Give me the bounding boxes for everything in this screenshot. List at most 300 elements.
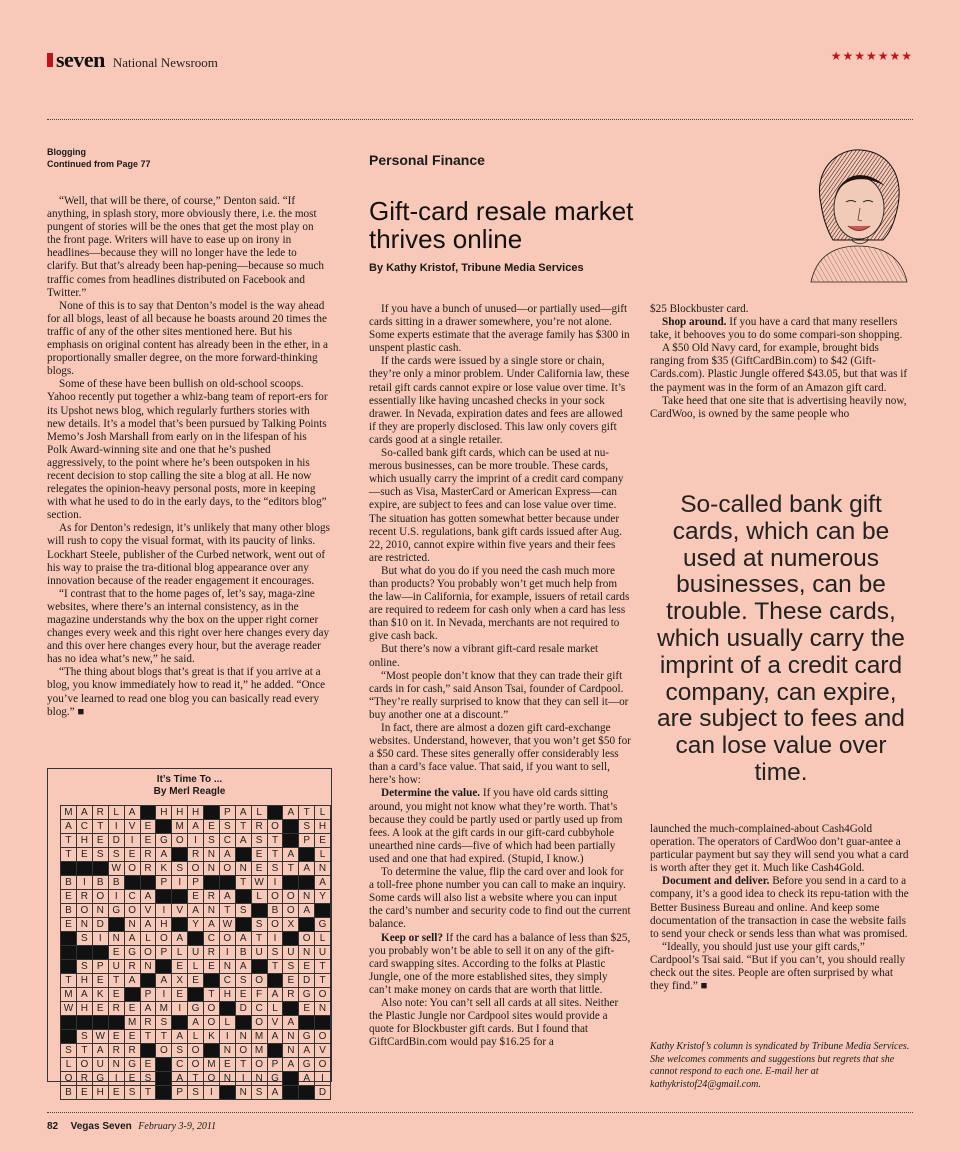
crossword-cell: N: [203, 904, 219, 918]
crossword-cell: H: [172, 806, 188, 820]
crossword-black-square: [203, 806, 219, 820]
crossword-cell: E: [76, 1086, 92, 1100]
paragraph-lead: Determine the value.: [381, 787, 481, 800]
crossword-cell: H: [156, 918, 172, 932]
crossword-cell: E: [108, 988, 124, 1002]
crossword-cell: G: [267, 1072, 283, 1086]
crossword-cell: S: [299, 820, 315, 834]
article-column-2-top: [650, 303, 912, 421]
crossword-cell: I: [172, 1002, 188, 1016]
crossword-black-square: [61, 1030, 77, 1044]
paragraph-text: If the card has a balance of less than $25, you probably won’t be able to sell it on any of the gift-card swapping sites. According to the folks at Plastic Jungle, one of the more established sites, they simply can’t make money on cards that are worth that little.: [369, 931, 631, 996]
crossword-cell: E: [124, 1002, 140, 1016]
crossword-cell: N: [235, 1086, 251, 1100]
crossword-cell: E: [92, 1002, 108, 1016]
crossword-cell: A: [267, 988, 283, 1002]
crossword-cell: E: [61, 918, 77, 932]
crossword-cell: T: [315, 960, 331, 974]
crossword-cell: P: [219, 806, 235, 820]
crossword-cell: N: [108, 932, 124, 946]
crossword-cell: U: [108, 960, 124, 974]
crossword-cell: V: [140, 904, 156, 918]
crossword-cell: A: [299, 1044, 315, 1058]
crossword-black-square: [299, 848, 315, 862]
crossword-black-square: [203, 876, 219, 890]
crossword-black-square: [172, 1016, 188, 1030]
crossword-black-square: [299, 918, 315, 932]
crossword-black-square: [235, 848, 251, 862]
crossword-black-square: [92, 1016, 108, 1030]
paragraph: Some of these have been bullish on old-school scoops. Yahoo recently put together a whiz-bang team of report-ers for its Upshot news blog, which regularly furthers stories with new details. It’s a model that’s been pursued by Talking Points Memo’s Josh Marshall from early on in the lifespan of his Polk Award-winning site and one that he’s pushed aggressively, to the point where he’s been outspoken in his recent decision to stop calling the site a blog at all. He now relegates the opinion-heavy personal posts, more in keeping with what he used to do in the early days, to the “editors blog” section.: [47, 378, 328, 522]
crossword-cell: T: [283, 862, 299, 876]
crossword-black-square: [140, 806, 156, 820]
crossword-cell: K: [92, 988, 108, 1002]
crossword-cell: O: [140, 946, 156, 960]
crossword-cell: O: [92, 890, 108, 904]
paragraph: [369, 670, 631, 722]
crossword-cell: W: [108, 862, 124, 876]
crossword-black-square: [156, 960, 172, 974]
publication-name: Vegas Seven: [70, 1121, 132, 1132]
crossword-cell: I: [235, 1072, 251, 1086]
crossword-cell: R: [76, 890, 92, 904]
crossword-cell: E: [140, 834, 156, 848]
crossword-cell: L: [251, 806, 267, 820]
crossword-cell: B: [61, 1086, 77, 1100]
crossword-cell: L: [188, 960, 204, 974]
crossword-cell: T: [61, 848, 77, 862]
crossword-cell: R: [251, 820, 267, 834]
crossword-cell: S: [108, 848, 124, 862]
crossword-cell: O: [251, 1016, 267, 1030]
crossword-cell: C: [219, 834, 235, 848]
paragraph: “I contrast that to the home pages of, let’s say, maga-zine websites, where there’s an internal consistency, as in the magazine understands why the box on the upper right corner changes every week and this right over here changes every day and this over here changes every hour, but the average reader has no idea what’s new,” he said.: [47, 587, 330, 666]
crossword-black-square: [188, 932, 204, 946]
crossword-row: [61, 1058, 331, 1072]
crossword-row: [61, 876, 331, 890]
masthead: [47, 47, 218, 73]
crossword-cell: R: [92, 806, 108, 820]
crossword-cell: I: [267, 876, 283, 890]
crossword-cell: L: [172, 946, 188, 960]
crossword-black-square: [140, 876, 156, 890]
crossword-cell: O: [188, 862, 204, 876]
crossword-cell: A: [235, 806, 251, 820]
crossword-cell: T: [203, 988, 219, 1002]
rating-stars-icon: ★★★★★★★: [830, 49, 913, 63]
crossword-cell: A: [267, 1030, 283, 1044]
crossword-cell: N: [219, 1044, 235, 1058]
crossword-black-square: [76, 1016, 92, 1030]
crossword-cell: G: [315, 918, 331, 932]
crossword-cell: M: [251, 1044, 267, 1058]
crossword-cell: S: [76, 960, 92, 974]
crossword-cell: S: [61, 1044, 77, 1058]
crossword-cell: I: [172, 876, 188, 890]
crossword-black-square: [267, 806, 283, 820]
crossword-puzzle: [47, 768, 332, 1098]
crossword-cell: R: [283, 988, 299, 1002]
crossword-cell: O: [315, 988, 331, 1002]
crossword-cell: P: [92, 960, 108, 974]
crossword-cell: N: [140, 960, 156, 974]
crossword-cell: L: [219, 1016, 235, 1030]
paragraph: [650, 342, 912, 394]
logo-mark: [47, 53, 53, 67]
headline-line: thrives online: [369, 224, 523, 254]
crossword-cell: E: [92, 834, 108, 848]
crossword-cell: D: [315, 1086, 331, 1100]
paragraph: [369, 997, 631, 1049]
footer: [47, 1121, 216, 1132]
crossword-cell: T: [76, 1044, 92, 1058]
crossword-cell: A: [140, 890, 156, 904]
paragraph-text: But what do you do if you need the cash much more than products? You probably won’t get much help from the law—in California, for example, issuers of retail cards are required to redeem for cash only when a card has less than $10 on it. In Nevada, merchants are not required to give cash back.: [369, 564, 630, 643]
crossword-cell: S: [251, 1086, 267, 1100]
crossword-cell: D: [92, 918, 108, 932]
crossword-cell: V: [315, 1044, 331, 1058]
paragraph: [650, 303, 912, 316]
crossword-cell: A: [172, 932, 188, 946]
category-label: Blogging: [47, 147, 86, 157]
crossword-cell: S: [203, 834, 219, 848]
crossword-row: [61, 946, 331, 960]
crossword-cell: O: [61, 1072, 77, 1086]
crossword-cell: L: [108, 806, 124, 820]
crossword-cell: A: [235, 960, 251, 974]
crossword-cell: T: [140, 1030, 156, 1044]
crossword-cell: E: [219, 1058, 235, 1072]
crossword-cell: A: [235, 834, 251, 848]
paragraph-text: launched the much-complained-about Cash4Gold operation. The operators of CardWoo don’t guar-antee a particular payment but say they will send you what a card is worth after they get it. Much like Cash4Gold.: [650, 823, 909, 875]
crossword-cell: G: [299, 1058, 315, 1072]
crossword-cell: P: [188, 876, 204, 890]
crossword-cell: O: [219, 862, 235, 876]
crossword-cell: T: [235, 876, 251, 890]
crossword-cell: S: [76, 1030, 92, 1044]
crossword-black-square: [124, 988, 140, 1002]
crossword-cell: E: [299, 960, 315, 974]
crossword-black-square: [251, 960, 267, 974]
crossword-cell: N: [251, 1072, 267, 1086]
crossword-cell: C: [172, 1058, 188, 1072]
crossword-cell: A: [203, 918, 219, 932]
crossword-cell: G: [299, 988, 315, 1002]
crossword-cell: R: [108, 1044, 124, 1058]
crossword-cell: S: [140, 1072, 156, 1086]
crossword-cell: S: [267, 946, 283, 960]
crossword-cell: R: [188, 848, 204, 862]
crossword-cell: S: [124, 1086, 140, 1100]
crossword-black-square: [140, 1044, 156, 1058]
blogging-article-body: [47, 195, 330, 719]
crossword-row: [61, 820, 331, 834]
crossword-black-square: [172, 890, 188, 904]
crossword-cell: R: [108, 1002, 124, 1016]
paragraph-lead: Shop around.: [662, 316, 727, 329]
crossword-cell: A: [124, 974, 140, 988]
crossword-black-square: [124, 876, 140, 890]
crossword-black-square: [203, 974, 219, 988]
crossword-black-square: [188, 988, 204, 1002]
crossword-cell: E: [108, 946, 124, 960]
crossword-row: [61, 1002, 331, 1016]
crossword-cell: E: [315, 834, 331, 848]
crossword-cell: E: [251, 862, 267, 876]
crossword-cell: T: [140, 1086, 156, 1100]
crossword-cell: M: [61, 806, 77, 820]
crossword-cell: O: [203, 1072, 219, 1086]
crossword-cell: N: [283, 1030, 299, 1044]
paragraph: [369, 932, 631, 997]
crossword-cell: B: [92, 876, 108, 890]
crossword-cell: O: [124, 862, 140, 876]
crossword-cell: E: [124, 848, 140, 862]
crossword-cell: B: [267, 904, 283, 918]
crossword-black-square: [283, 876, 299, 890]
crossword-cell: M: [203, 1058, 219, 1072]
crossword-black-square: [92, 946, 108, 960]
paragraph: [369, 866, 631, 931]
crossword-cell: S: [283, 960, 299, 974]
paragraph-text: $25 Blockbuster card.: [650, 303, 749, 315]
crossword-black-square: [251, 904, 267, 918]
logo: seven: [56, 47, 105, 72]
crossword-cell: T: [267, 960, 283, 974]
crossword-black-square: [156, 820, 172, 834]
crossword-black-square: [219, 876, 235, 890]
author-portrait: [803, 142, 913, 284]
crossword-cell: N: [315, 862, 331, 876]
crossword-cell: W: [251, 876, 267, 890]
paragraph: [369, 722, 631, 787]
crossword-black-square: [299, 1086, 315, 1100]
crossword-cell: I: [108, 890, 124, 904]
crossword-cell: T: [267, 848, 283, 862]
crossword-cell: A: [283, 1016, 299, 1030]
crossword-cell: A: [156, 974, 172, 988]
crossword-cell: E: [235, 988, 251, 1002]
crossword-cell: O: [235, 1044, 251, 1058]
crossword-cell: E: [124, 1072, 140, 1086]
crossword-cell: E: [108, 1086, 124, 1100]
crossword-black-square: [172, 848, 188, 862]
crossword-cell: L: [267, 1002, 283, 1016]
crossword-cell: O: [315, 1058, 331, 1072]
crossword-row: [61, 960, 331, 974]
crossword-cell: O: [156, 1044, 172, 1058]
paragraph: [369, 303, 631, 355]
crossword-cell: M: [172, 820, 188, 834]
crossword-black-square: [156, 1086, 172, 1100]
crossword-cell: O: [172, 834, 188, 848]
crossword-cell: U: [92, 1058, 108, 1072]
crossword-black-square: [61, 1016, 77, 1030]
crossword-cell: O: [267, 820, 283, 834]
paragraph: [650, 823, 912, 875]
crossword-black-square: [156, 890, 172, 904]
crossword-cell: G: [188, 1002, 204, 1016]
byline: By Kathy Kristof, Tribune Media Services: [369, 262, 584, 274]
crossword-cell: A: [219, 848, 235, 862]
crossword-cell: V: [124, 820, 140, 834]
crossword-cell: N: [124, 918, 140, 932]
top-divider: [47, 119, 913, 120]
author-tagline: Kathy Kristof’s column is syndicated by Tribune Media Services. She welcomes comments and suggestions but regrets that she cannot respond to each one. E-mail her at kathykristof24@gmail.com.: [650, 1041, 910, 1090]
crossword-cell: O: [315, 1030, 331, 1044]
crossword-cell: D: [108, 834, 124, 848]
crossword-cell: P: [267, 1058, 283, 1072]
paragraph: [369, 787, 631, 866]
crossword-cell: E: [124, 1030, 140, 1044]
crossword-row: [61, 834, 331, 848]
crossword-cell: O: [124, 904, 140, 918]
crossword-row: [61, 806, 331, 820]
crossword-cell: A: [124, 806, 140, 820]
crossword-cell: E: [172, 988, 188, 1002]
crossword-cell: E: [203, 960, 219, 974]
crossword-cell: N: [283, 1044, 299, 1058]
crossword-cell: S: [172, 862, 188, 876]
crossword-black-square: [283, 834, 299, 848]
crossword-cell: N: [219, 960, 235, 974]
paragraph-text: If you have a bunch of unused—or partially used—gift cards sitting in a drawer somewhere, you’re not alone. Some experts estimate that the average family has $300 in unspent plastic cash.: [369, 303, 630, 355]
crossword-cell: M: [124, 1016, 140, 1030]
crossword-cell: N: [92, 904, 108, 918]
crossword-cell: E: [108, 1030, 124, 1044]
crossword-cell: P: [172, 1086, 188, 1100]
crossword-cell: A: [267, 1086, 283, 1100]
bottom-divider: [47, 1112, 913, 1113]
crossword-cell: P: [299, 834, 315, 848]
crossword-cell: O: [203, 1002, 219, 1016]
crossword-cell: O: [219, 932, 235, 946]
crossword-cell: N: [203, 862, 219, 876]
crossword-cell: S: [251, 834, 267, 848]
crossword-black-square: [235, 890, 251, 904]
crossword-cell: T: [235, 820, 251, 834]
crossword-cell: N: [315, 1002, 331, 1016]
crossword-cell: Y: [188, 918, 204, 932]
crossword-black-square: [299, 876, 315, 890]
crossword-cell: O: [203, 1016, 219, 1030]
crossword-black-square: [283, 1072, 299, 1086]
crossword-cell: A: [156, 848, 172, 862]
crossword-black-square: [283, 1086, 299, 1100]
crossword-cell: N: [235, 862, 251, 876]
crossword-cell: I: [203, 1086, 219, 1100]
crossword-cell: R: [124, 960, 140, 974]
paragraph-text: If you have old cards sitting around, you might not know what they’re worth. That’s because they could be partly used or partly used up from fees. A look at the gift cards in our gift-card cubbyhole unearthed nine cards—five of which had been partially used and one that had expired. (Stupid, I know.): [369, 787, 623, 865]
crossword-row: [61, 1030, 331, 1044]
crossword-cell: N: [235, 1030, 251, 1044]
crossword-cell: A: [283, 1058, 299, 1072]
paragraph: [650, 941, 912, 993]
pull-quote: So-called bank gift cards, which can be used at numerous businesses, can be trouble. These cards, which usually carry the imprint of a credit card company, can expire, are subject to fees and can lose value over time.: [657, 491, 905, 786]
paragraph-text: If you have a card that many resellers take, it behooves you to do some compari-son shopping.: [650, 316, 903, 342]
crossword-row: [61, 1016, 331, 1030]
crossword-grid: [60, 805, 331, 1100]
section-label: Personal Finance: [369, 152, 485, 168]
crossword-cell: C: [219, 974, 235, 988]
crossword-cell: G: [108, 904, 124, 918]
crossword-cell: R: [203, 890, 219, 904]
crossword-cell: S: [251, 918, 267, 932]
crossword-black-square: [267, 974, 283, 988]
crossword-cell: A: [283, 848, 299, 862]
crossword-cell: G: [124, 1058, 140, 1072]
paragraph-text: “Ideally, you should just use your gift cards,” Cardpool’s Tsai said. “But if you can’t, you should really check out the sites. People are often surprised by what they find.” ■: [650, 940, 906, 993]
crossword-cell: N: [108, 1058, 124, 1072]
crossword-cell: I: [219, 1030, 235, 1044]
crossword-cell: O: [299, 932, 315, 946]
crossword-cell: A: [92, 1044, 108, 1058]
crossword-cell: U: [283, 946, 299, 960]
crossword-cell: A: [188, 820, 204, 834]
crossword-cell: T: [267, 834, 283, 848]
crossword-cell: A: [61, 820, 77, 834]
crossword-black-square: [315, 904, 331, 918]
crossword-cell: A: [140, 918, 156, 932]
crossword-cell: C: [251, 1002, 267, 1016]
crossword-cell: P: [156, 946, 172, 960]
crossword-cell: E: [140, 820, 156, 834]
crossword-cell: C: [76, 820, 92, 834]
crossword-cell: L: [315, 932, 331, 946]
paragraph-text: Take heed that one site that is advertising heavily now, CardWoo, is owned by the same people who: [650, 394, 907, 420]
headline: [369, 197, 789, 253]
crossword-cell: S: [235, 904, 251, 918]
crossword-black-square: [235, 918, 251, 932]
crossword-cell: U: [315, 946, 331, 960]
crossword-cell: U: [251, 946, 267, 960]
crossword-row: [61, 1044, 331, 1058]
issue-date: February 3-9, 2011: [138, 1121, 217, 1132]
crossword-cell: U: [188, 946, 204, 960]
headline-line: Gift-card resale market: [369, 196, 634, 226]
crossword-cell: E: [188, 890, 204, 904]
crossword-cell: R: [140, 862, 156, 876]
paragraph-lead: Document and deliver.: [662, 875, 770, 888]
crossword-cell: I: [108, 1072, 124, 1086]
crossword-row: [61, 890, 331, 904]
crossword-cell: B: [61, 876, 77, 890]
crossword-cell: W: [92, 1030, 108, 1044]
crossword-cell: O: [188, 1058, 204, 1072]
crossword-row: [61, 848, 331, 862]
crossword-cell: O: [251, 1058, 267, 1072]
crossword-cell: T: [299, 806, 315, 820]
section-name: National Newsroom: [112, 55, 218, 70]
crossword-cell: H: [76, 974, 92, 988]
paragraph: [369, 355, 631, 447]
crossword-cell: I: [124, 834, 140, 848]
crossword-row: [61, 1086, 331, 1100]
crossword-cell: A: [219, 890, 235, 904]
crossword-cell: Y: [315, 890, 331, 904]
crossword-cell: N: [203, 848, 219, 862]
article-column-1: [369, 303, 631, 1049]
paragraph: [650, 395, 912, 421]
crossword-black-square: [108, 1016, 124, 1030]
paragraph-text: To determine the value, flip the card over and look for a toll-free phone number you can call to make an inquiry. Some cards will also list a website where you can input the card’s number and security code to find out the current balance.: [369, 866, 631, 931]
crossword-cell: W: [219, 918, 235, 932]
crossword-black-square: [219, 1002, 235, 1016]
crossword-black-square: [315, 1016, 331, 1030]
crossword-black-square: [61, 960, 77, 974]
crossword-cell: B: [108, 876, 124, 890]
crossword-row: [61, 974, 331, 988]
